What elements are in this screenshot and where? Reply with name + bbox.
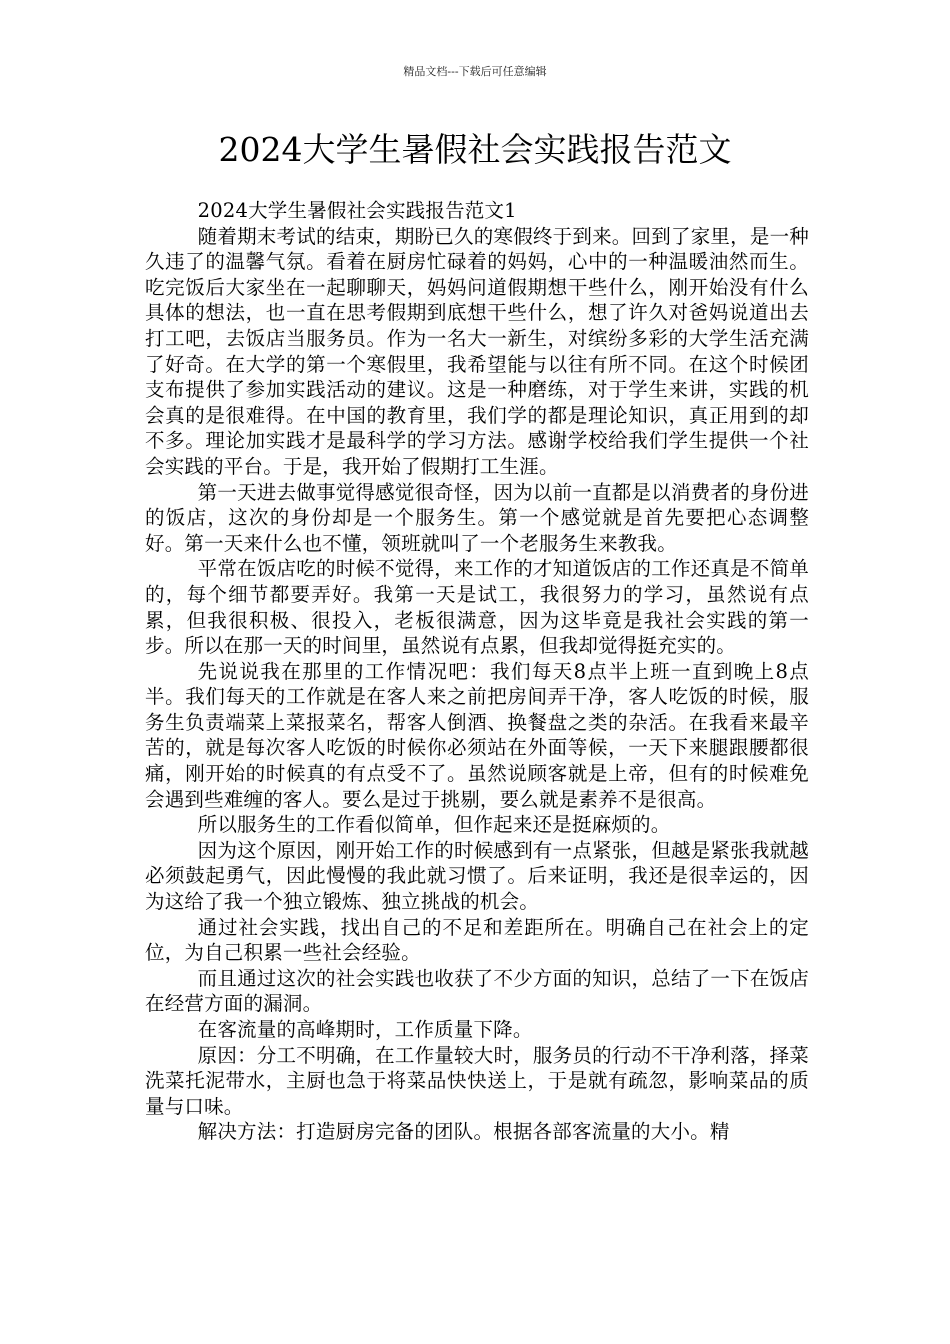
- paragraph-work-details: 平常在饭店吃的时候不觉得，来工作的才知道饭店的工作还真是不简单的，每个细节都要弄好。我第一天是试工，我很努力的学习，虽然说有点累，但我很积极、很投入，老板很满意，因为这毕竟是我社会实践的第一步。所以在那一天的时间里，虽然说有点累，但我却觉得挺充实的。: [145, 557, 809, 658]
- paragraph-solution: 解决方法：打造厨房完备的团队。根据各部客流量的大小。精: [197, 1120, 730, 1144]
- document-title: 2024大学生暑假社会实践报告范文: [218, 130, 732, 169]
- paragraph-intro: 随着期末考试的结束，期盼已久的寒假终于到来。回到了家里，是一种久违了的温馨气氛。看着在厨房忙碌着的妈妈，心中的一种温暖油然而生。吃完饭后大家坐在一起聊聊天，妈妈问道假期想干些什么，刚开始没有什么具体的想法，也一直在思考假期到底想干些什么，想了许久对爸妈说道出去打工吧，去饭店当服务员。作为一名大一新生，对缤纷多彩的大学生活充满了好奇。在大学的第一个寒假里，我希望能与以往有所不同。在这个时候团支布提供了参加实践活动的建议。这是一种磨练，对于学生来讲，实践的机会真的是很难得。在中国的教育里，我们学的都是理论知识，真正用到的却不多。理论加实践才是最科学的学习方法。感谢学校给我们学生提供一个社会实践的平台。于是，我开始了假期打工生涯。: [145, 224, 809, 478]
- paragraph-knowledge: 而且通过这次的社会实践也收获了不少方面的知识，总结了一下在饭店在经营方面的漏洞。: [145, 966, 809, 1016]
- paragraph-subtitle: 2024大学生暑假社会实践报告范文1: [197, 199, 517, 222]
- paragraph-first-day: 第一天进去做事觉得感觉很奇怪，因为以前一直都是以消费者的身份进的饭店，这次的身份却是一个服务生。第一个感觉就是首先要把心态调整好。第一天来什么也不懂，领班就叫了一个老服务生来教我。: [145, 480, 809, 555]
- page-header-note: 精品文档---下载后可任意编辑: [403, 65, 547, 78]
- paragraph-courage: 因为这个原因，刚开始工作的时候感到有一点紧张，但越是紧张我就越必须鼓起勇气，因此慢慢的我此就习惯了。后来证明，我还是很幸运的，因为这给了我一个独立锻炼、独立挑战的机会。: [145, 838, 809, 914]
- paragraph-peak-problem: 在客流量的高峰期时，工作质量下降。: [197, 1018, 533, 1041]
- paragraph-practice: 通过社会实践，找出自己的不足和差距所在。明确自己在社会上的定位，为自己积累一些社会经验。: [145, 915, 809, 965]
- paragraph-summary: 所以服务生的工作看似简单，但作起来还是挺麻烦的。: [197, 813, 671, 837]
- document-body: [145, 198, 809, 1145]
- paragraph-work-situation: 先说说我在那里的工作情况吧：我们每天8点半上班一直到晚上8点半。我们每天的工作就是在客人来之前把房间弄干净，客人吃饭的时候，服务生负责端菜上菜报菜名，帮客人倒酒、换餐盘之类的杂活。在我看来最辛苦的，就是每次客人吃饭的时候你必须站在外面等候，一天下来腿跟腰都很痛，刚开始的时候真的有点受不了。虽然说顾客就是上帝，但有的时候难免会遇到些难缠的客人。要么是过于挑剔，要么就是素养不是很高。: [145, 659, 809, 811]
- paragraph-reason: 原因：分工不明确，在工作量较大时，服务员的行动不干净利落，择菜洗菜托泥带水，主厨也急于将菜品快快送上，于是就有疏忽，影响菜品的质量与口味。: [145, 1043, 809, 1118]
